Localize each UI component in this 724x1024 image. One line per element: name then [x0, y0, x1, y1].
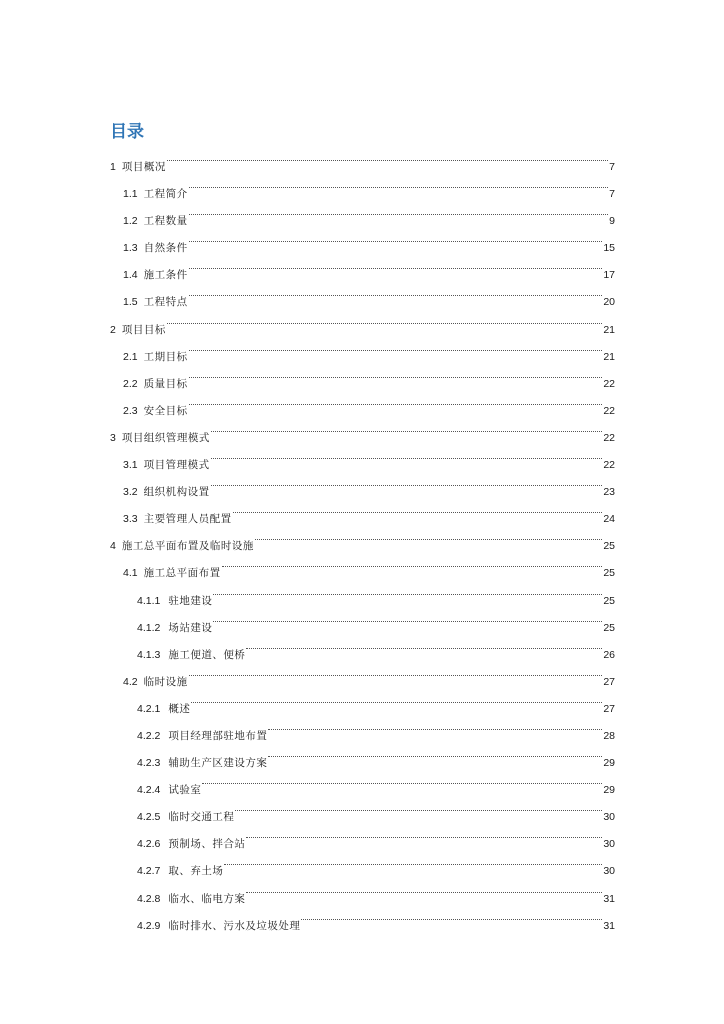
- toc-entry-title: 辅助生产区建设方案: [168, 757, 268, 770]
- toc-entry-1-1[interactable]: [110, 170, 615, 201]
- toc-page-number: 22: [603, 459, 615, 472]
- toc-entry-title: 主要管理人员配置: [143, 513, 232, 526]
- toc-dot-leader: [211, 468, 603, 495]
- toc-dot-leader: [167, 143, 608, 170]
- toc-dot-leader: [213, 577, 602, 604]
- toc-dot-leader: [222, 549, 603, 576]
- toc-page-number: 24: [603, 513, 615, 526]
- toc-dot-leader: [246, 820, 602, 847]
- toc-page-number: 17: [603, 269, 615, 282]
- toc-entry-number: 4.2.2: [137, 729, 161, 742]
- toc-entry-number: 1.4: [123, 269, 138, 282]
- toc-dot-leader: [224, 847, 602, 874]
- toc-entry-number: 1.2: [123, 215, 138, 228]
- toc-entry-number: 2.2: [123, 377, 138, 390]
- toc-entry-title: 工程数量: [143, 215, 188, 228]
- toc-dot-leader: [301, 902, 602, 929]
- toc-entry-title: 项目管理模式: [143, 459, 210, 472]
- toc-page-number: 29: [603, 757, 615, 770]
- toc-dot-leader: [189, 387, 603, 414]
- toc-entry-number: 4: [110, 540, 116, 553]
- toc-dot-leader: [268, 712, 602, 739]
- toc-title: 目录: [110, 122, 144, 142]
- toc-entry-title: 项目概况: [121, 161, 166, 173]
- toc-entry-title: 工程特点: [143, 296, 188, 309]
- toc-entry-number: 1.3: [123, 242, 138, 255]
- toc-entry-number: 4.2.6: [137, 838, 161, 851]
- toc-entry-title: 组织机构设置: [143, 486, 210, 499]
- toc-dot-leader: [189, 170, 609, 197]
- toc-entry-number: 4.1.3: [137, 648, 161, 661]
- toc-entry-title: 项目经理部驻地布置: [168, 729, 268, 742]
- toc-dot-leader: [167, 306, 602, 333]
- toc-entry-number: 4.2.9: [137, 919, 161, 932]
- toc-page-number: 22: [603, 404, 615, 417]
- toc-page-number: 31: [603, 919, 615, 932]
- toc-entry-number: 4.1.1: [137, 594, 161, 607]
- toc-page-number: 25: [603, 540, 615, 553]
- toc-entry-title: 场站建设: [168, 621, 213, 634]
- toc-entry-title: 安全目标: [143, 404, 188, 417]
- toc-entry-number: 1: [110, 161, 116, 173]
- toc-page-number: 9: [609, 215, 615, 228]
- toc-entry-number: 4.2.5: [137, 811, 161, 824]
- toc-page-number: 25: [603, 621, 615, 634]
- toc-page-number: 30: [603, 865, 615, 878]
- toc-entry-title: 施工总平面布置: [143, 567, 221, 580]
- toc-entry-number: 3.3: [123, 513, 138, 526]
- toc-entry-title: 预制场、拌合站: [168, 838, 246, 851]
- toc-dot-leader: [246, 631, 602, 658]
- toc-page-number: 26: [603, 648, 615, 661]
- toc-page-number: 25: [603, 567, 615, 580]
- toc-dot-leader: [189, 360, 603, 387]
- toc-page-number: 31: [603, 892, 615, 905]
- toc-entry-number: 3.1: [123, 459, 138, 472]
- toc-dot-leader: [213, 604, 602, 631]
- toc-dot-leader: [268, 739, 602, 766]
- toc-page-number: 25: [603, 594, 615, 607]
- toc-entry-title: 概述: [168, 702, 191, 715]
- toc-dot-leader: [211, 441, 603, 468]
- toc-entry-title: 项目组织管理模式: [121, 431, 210, 444]
- toc-page-number: 21: [603, 323, 615, 336]
- table-of-contents: [110, 143, 615, 932]
- toc-entry-number: 1.5: [123, 296, 138, 309]
- toc-dot-leader: [211, 414, 602, 441]
- toc-entry-number: 3: [110, 431, 116, 444]
- toc-dot-leader: [189, 224, 603, 251]
- toc-entry-title: 临水、临电方案: [168, 892, 246, 905]
- toc-page-number: 7: [609, 161, 615, 173]
- toc-page-number: 28: [603, 729, 615, 742]
- toc-entry-title: 自然条件: [143, 242, 188, 255]
- toc-page-number: 20: [603, 296, 615, 309]
- toc-entry-number: 4.1: [123, 567, 138, 580]
- toc-page-number: 21: [603, 350, 615, 363]
- toc-entry-title: 工程简介: [143, 188, 188, 201]
- toc-page-number: 15: [603, 242, 615, 255]
- toc-page-number: 23: [603, 486, 615, 499]
- toc-entry-title: 工期目标: [143, 350, 188, 363]
- toc-entry-number: 4.2: [123, 675, 138, 688]
- toc-page-number: 22: [603, 431, 615, 444]
- toc-dot-leader: [246, 875, 602, 902]
- toc-entry-title: 试验室: [168, 784, 202, 797]
- toc-entry-title: 驻地建设: [168, 594, 213, 607]
- toc-entry-title: 质量目标: [143, 377, 188, 390]
- toc-entry-title: 临时交通工程: [168, 811, 235, 824]
- toc-entry-2[interactable]: [110, 306, 615, 336]
- toc-entry-title: 临时设施: [143, 675, 188, 688]
- toc-dot-leader: [189, 278, 603, 305]
- toc-entry-number: 4.2.1: [137, 702, 161, 715]
- toc-dot-leader: [233, 495, 603, 522]
- toc-dot-leader: [255, 522, 602, 549]
- toc-entry-number: 2.1: [123, 350, 138, 363]
- toc-entry-title: 施工便道、便桥: [168, 648, 246, 661]
- toc-entry-number: 1.1: [123, 188, 138, 201]
- toc-page-number: 29: [603, 784, 615, 797]
- toc-entry-2-1[interactable]: [110, 333, 615, 363]
- toc-entry-number: 2: [110, 323, 116, 336]
- toc-dot-leader: [191, 685, 602, 712]
- toc-entry-number: 4.2.3: [137, 757, 161, 770]
- toc-entry-title: 施工总平面布置及临时设施: [121, 540, 254, 553]
- toc-entry-number: 3.2: [123, 486, 138, 499]
- toc-dot-leader: [189, 658, 603, 685]
- toc-entry-title: 施工条件: [143, 269, 188, 282]
- toc-entry-number: 4.2.8: [137, 892, 161, 905]
- toc-entry-number: 4.1.2: [137, 621, 161, 634]
- toc-entry-1[interactable]: [110, 143, 615, 173]
- toc-entry-number: 4.2.7: [137, 865, 161, 878]
- toc-entry-title: 取、弃土场: [168, 865, 224, 878]
- toc-page-number: 30: [603, 811, 615, 824]
- toc-entry-number: 2.3: [123, 404, 138, 417]
- toc-dot-leader: [189, 251, 603, 278]
- toc-page-number: 30: [603, 838, 615, 851]
- toc-entry-title: 项目目标: [121, 323, 166, 336]
- toc-page-number: 27: [603, 702, 615, 715]
- toc-dot-leader: [189, 333, 603, 360]
- toc-page-number: 7: [609, 188, 615, 201]
- toc-entry-number: 4.2.4: [137, 784, 161, 797]
- toc-page-number: 27: [603, 675, 615, 688]
- toc-entry-title: 临时排水、污水及垃圾处理: [168, 919, 301, 932]
- toc-dot-leader: [202, 766, 602, 793]
- toc-dot-leader: [235, 793, 602, 820]
- toc-page-number: 22: [603, 377, 615, 390]
- toc-dot-leader: [189, 197, 609, 224]
